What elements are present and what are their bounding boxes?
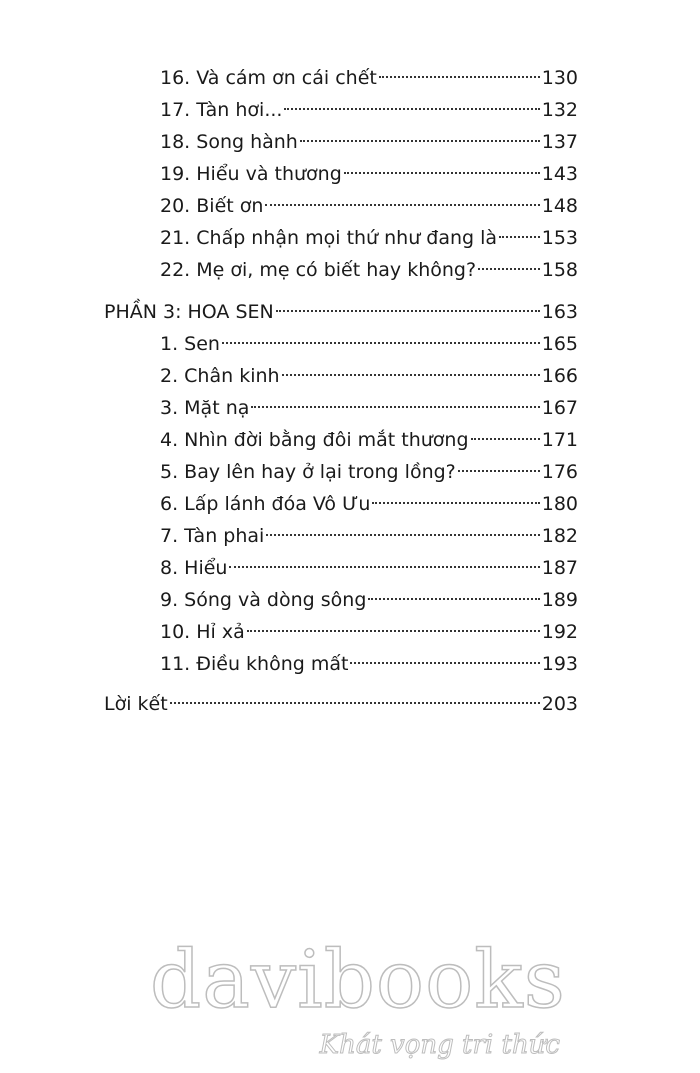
toc-entry — [160, 486, 578, 516]
toc-entry-page: 137 — [541, 131, 578, 153]
toc-entry — [160, 358, 578, 388]
publisher-slogan: Khát vọng tri thức — [319, 1030, 560, 1060]
toc-entry — [160, 550, 578, 580]
dot-leader — [266, 518, 539, 542]
toc-entry — [160, 614, 578, 644]
dot-leader — [458, 454, 540, 478]
toc-entry-title: 18. Song hành — [160, 131, 298, 153]
toc-entry-title: 22. Mẹ ơi, mẹ có biết hay không? — [160, 259, 477, 281]
toc-entry — [160, 92, 578, 122]
toc-entry-page: 189 — [541, 589, 578, 611]
toc-entry — [160, 454, 578, 484]
toc-entry — [160, 220, 578, 250]
toc-entry-page: 166 — [541, 365, 578, 387]
publisher-logo-text: davibooks — [150, 933, 566, 1026]
toc-entry-page: 132 — [541, 99, 578, 121]
toc-entry-title: 4. Nhìn đời bằng đôi mắt thương — [160, 429, 469, 451]
toc-epilogue-title: Lời kết — [104, 693, 168, 715]
toc-entry-title: 7. Tàn phai — [160, 525, 265, 547]
toc-entry-page: 130 — [541, 67, 578, 89]
toc-entry — [160, 188, 578, 218]
toc-epilogue-page: 203 — [541, 693, 578, 715]
dot-leader — [222, 326, 540, 350]
toc-entry — [160, 518, 578, 548]
toc-entry — [160, 646, 578, 676]
toc-entry-page: 187 — [541, 557, 578, 579]
toc-entry-title: 20. Biết ơn — [160, 195, 264, 217]
toc-entry — [160, 582, 578, 612]
toc-entry — [160, 326, 578, 356]
dot-leader — [350, 646, 539, 670]
toc-entry-page: 148 — [541, 195, 578, 217]
toc-entry — [160, 252, 578, 282]
dot-leader — [170, 686, 540, 710]
dot-leader — [344, 156, 540, 180]
toc-entry-page: 158 — [541, 259, 578, 281]
dot-leader — [300, 124, 540, 148]
toc-entry-title: 10. Hỉ xả — [160, 621, 245, 643]
toc-entry — [160, 156, 578, 186]
toc-entry — [160, 60, 578, 90]
toc-entry-title: 11. Điều không mất — [160, 653, 349, 675]
toc-entry-page: 193 — [541, 653, 578, 675]
dot-leader — [368, 582, 539, 606]
dot-leader — [478, 252, 540, 276]
dot-leader — [276, 294, 540, 318]
toc-entry-title: 2. Chân kinh — [160, 365, 280, 387]
toc-entry-title: 19. Hiểu và thương — [160, 163, 342, 185]
toc-entry-title: 17. Tàn hơi... — [160, 99, 283, 121]
dot-leader — [471, 422, 540, 446]
toc-entry-title: 6. Lấp lánh đóa Vô Ưu — [160, 493, 371, 515]
toc-entry-page: 192 — [541, 621, 578, 643]
toc-entry — [160, 422, 578, 452]
toc-entry-page: 143 — [541, 163, 578, 185]
toc-entry-page: 182 — [541, 525, 578, 547]
dot-leader — [372, 486, 539, 510]
toc-entry-page: 180 — [541, 493, 578, 515]
toc-entry-title: 1. Sen — [160, 333, 220, 355]
toc-part-page: 163 — [541, 301, 578, 323]
toc-entry-title: 5. Bay lên hay ở lại trong lồng? — [160, 461, 456, 483]
toc-entry-page: 165 — [541, 333, 578, 355]
dot-leader — [282, 358, 540, 382]
toc-entry-title: 9. Sóng và dòng sông — [160, 589, 367, 611]
toc-entry-title: 3. Mặt nạ — [160, 397, 250, 419]
dot-leader — [251, 390, 539, 414]
dot-leader — [265, 188, 539, 212]
toc-entry-page: 171 — [541, 429, 578, 451]
toc-entry — [160, 390, 578, 420]
toc-entry-title: 16. Và cám ơn cái chết — [160, 67, 377, 89]
dot-leader — [284, 92, 539, 116]
toc-part-title: PHẦN 3: HOA SEN — [104, 301, 274, 323]
toc-entry-title: 8. Hiểu — [160, 557, 228, 579]
dot-leader — [247, 614, 540, 638]
toc-epilogue — [104, 686, 578, 716]
toc-entry — [160, 124, 578, 154]
dot-leader — [379, 60, 540, 84]
dot-leader — [499, 220, 540, 244]
toc-entry-page: 167 — [541, 397, 578, 419]
toc-entry-page: 176 — [541, 461, 578, 483]
toc-part-heading — [104, 294, 578, 324]
toc-entry-title: 21. Chấp nhận mọi thứ như đang là — [160, 227, 498, 249]
toc-entry-page: 153 — [541, 227, 578, 249]
dot-leader — [229, 550, 539, 574]
